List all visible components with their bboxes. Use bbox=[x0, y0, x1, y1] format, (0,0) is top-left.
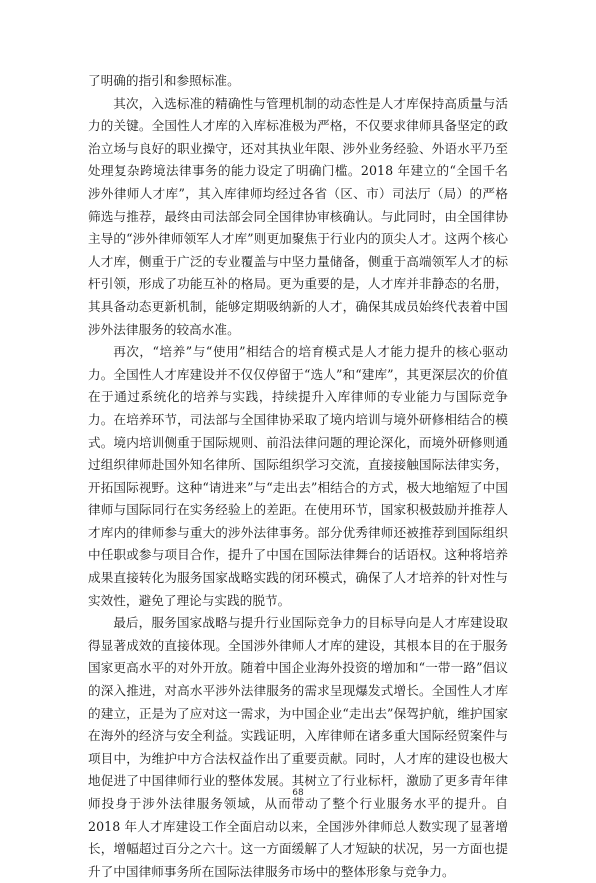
paragraph-selection-standards: 其次，入选标准的精确性与管理机制的动态性是人才库保持高质量与活力的关键。全国性人才库的入库标准极为严格，不仅要求律师具备坚定的政治立场与良好的职业操守，还对其执业年限、涉外业务经验、外语水平乃至处理复杂跨境法律事务的能力设定了明确门槛。2018 年建立的“全国千名涉外律师人才库”，其入库律师均经过各省（区、市）司法厅（局）的严格筛选与推荐，最终由司法部会同全国律协审核确认。与此同时，由全国律协主导的“涉外律师领军人才库”则更加聚焦于行业内的顶尖人才。这两个核心人才库，侧重于广泛的专业覆盖与中坚力量储备，侧重于高端领军人才的标杆引领，形成了功能互补的格局。更为重要的是，人才库并非静态的名册，其具备动态更新机制，能够定期吸纳新的人才，确保其成员始终代表着中国涉外法律服务的较高水准。 bbox=[88, 95, 508, 337]
paragraph-training-model: 再次，“培养”与“使用”相结合的培育模式是人才能力提升的核心驱动力。全国性人才库建设并不仅仅停留于“选人”和“建库”，其更深层次的价值在于通过系统化的培养与实践，持续提升入库律师的专业能力与国际竞争力。在培养环节，司法部与全国律协采取了境内培训与境外研修相结合的模式。境内培训侧重于国际规则、前沿法律问题的理论深化，而境外研修则通过组织律师赴国外知名律所、国际组织学习交流，直接接触国际法律实务，开拓国际视野。这种“请进来”与“走出去”相结合的方式，极大地缩短了中国律师与国际同行在实务经验上的差距。在使用环节，国家积极鼓励并推荐人才库内的律师参与重大的涉外法律事务。部分优秀律师还被推荐到国际组织中任职或参与项目合作，提升了中国在国际法律舞台的话语权。这种将培养成果直接转化为服务国家战略实践的闭环模式，确保了人才培养的针对性与实效性，避免了理论与实践的脱节。 bbox=[88, 344, 508, 608]
page-number: 68 bbox=[292, 788, 304, 798]
body-text bbox=[88, 70, 508, 883]
paragraph-continuation: 了明确的指引和参照标准。 bbox=[88, 73, 240, 88]
paragraph-national-strategy: 最后，服务国家战略与提升行业国际竞争力的目标导向是人才库建设取得显著成效的直接体现。全国涉外律师人才库的建设，其根本目的在于服务国家更高水平的对外开放。随着中国企业海外投资的增加和“一带一路”倡议的深入推进，对高水平涉外法律服务的需求呈现爆发式增长。全国性人才库的建立，正是为了应对这一需求，为中国企业“走出去”保驾护航，维护国家在海外的经济与安全利益。实践证明，入库律师在诸多重大国际经贸案件与项目中，为维护中方合法权益作出了重要贡献。同时，人才库的建设也极大地促进了中国律师行业的整体发展。其树立了行业标杆，激励了更多青年律师投身于涉外法律服务领域，从而带动了整个行业服务水平的提升。自 2018 年人才库建设工作全面启动以来，全国涉外律师总人数实现了显著增长，增幅超过百分之六十。这一方面缓解了人才短缺的状况，另一方面也提升了中国律师事务所在国际法律服务市场中的整体形象与竞争力。 bbox=[88, 615, 508, 879]
